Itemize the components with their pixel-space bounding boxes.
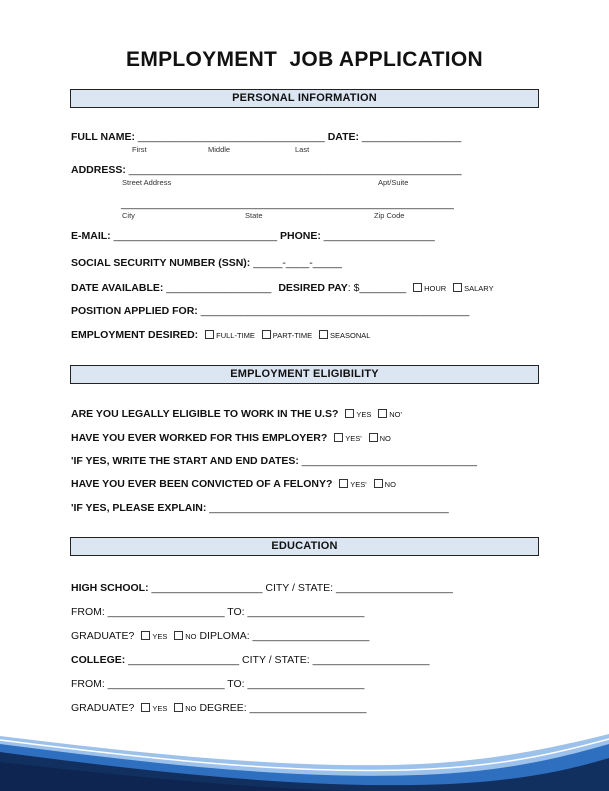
felony-no-checkbox[interactable] — [374, 479, 383, 488]
graduate-label: GRADUATE? — [71, 702, 135, 714]
college-graduate-no-label: NO — [185, 704, 197, 713]
felony-no-label: NO — [384, 480, 396, 489]
worked-before-row — [71, 432, 391, 445]
salary-checkbox[interactable] — [453, 283, 462, 292]
date-available-label: DATE AVAILABLE: — [71, 282, 164, 294]
worked-before-no-label: NO — [379, 434, 391, 443]
high-school-row — [71, 582, 453, 595]
graduate-yes-label: YES — [152, 632, 168, 641]
street-address-caption: Street Address — [122, 178, 172, 187]
date-label: DATE: — [327, 131, 359, 143]
zip-code-caption: Zip Code — [374, 211, 405, 220]
part-time-checkbox[interactable] — [262, 330, 271, 339]
from-label: FROM: — [71, 606, 105, 618]
college-label: COLLEGE: — [71, 654, 126, 666]
date-available-field[interactable]: __________________ — [166, 282, 272, 294]
high-school-dates-row — [71, 606, 364, 619]
full-name-row — [71, 131, 461, 144]
address-street-field[interactable]: _________________________________________________________ — [128, 164, 462, 176]
page-title: EMPLOYMENT JOB APPLICATION — [126, 48, 483, 71]
degree-field[interactable]: ____________________ — [249, 702, 367, 714]
position-field[interactable]: ______________________________________________ — [200, 305, 470, 317]
felony-explain-field[interactable]: _________________________________________ — [209, 502, 449, 514]
high-school-city-state-field[interactable]: ____________________ — [336, 582, 453, 594]
college-graduate-yes-label: YES — [152, 704, 168, 713]
high-school-graduate-row — [71, 630, 369, 643]
diploma-field[interactable]: ____________________ — [252, 630, 370, 642]
full-time-checkbox[interactable] — [205, 330, 214, 339]
section-header-education: EDUCATION — [70, 537, 539, 556]
to-label: TO: — [227, 678, 245, 690]
high-school-field[interactable]: ___________________ — [151, 582, 263, 594]
legally-eligible-no-label: NO' — [389, 410, 402, 419]
state-caption: State — [245, 211, 263, 220]
position-row — [71, 305, 469, 318]
legally-eligible-yes-label: YES — [356, 410, 372, 419]
ssn-row — [71, 257, 342, 270]
phone-label: PHONE: — [280, 230, 321, 242]
legally-eligible-yes-checkbox[interactable] — [345, 409, 354, 418]
employment-desired-label: EMPLOYMENT DESIRED: — [71, 329, 199, 341]
position-label: POSITION APPLIED FOR: — [71, 305, 198, 317]
salary-label: SALARY — [464, 284, 494, 293]
high-school-city-state-label: CITY / STATE: — [265, 582, 334, 594]
felony-explain-label: 'IF YES, PLEASE EXPLAIN: — [71, 502, 207, 514]
worked-before-yes-label: YES' — [345, 434, 362, 443]
start-end-dates-field[interactable]: ______________________________ — [301, 455, 477, 467]
part-time-label: PART-TIME — [272, 331, 313, 340]
address-row — [71, 164, 462, 177]
section-header-personal-information: PERSONAL INFORMATION — [70, 89, 539, 108]
felony-question: HAVE YOU EVER BEEN CONVICTED OF A FELONY? — [71, 478, 333, 490]
graduate-yes-checkbox[interactable] — [141, 631, 150, 640]
worked-before-question: HAVE YOU EVER WORKED FOR THIS EMPLOYER? — [71, 432, 328, 444]
employment-desired-row — [71, 329, 370, 342]
seasonal-label: SEASONAL — [330, 331, 371, 340]
middle-name-caption: Middle — [208, 145, 231, 154]
college-to-field[interactable]: ____________________ — [247, 678, 365, 690]
city-caption: City — [122, 211, 135, 220]
address-line-2 — [121, 198, 454, 211]
high-school-from-field[interactable]: ____________________ — [107, 606, 225, 618]
address-city-field[interactable]: _________________________________________________________ — [121, 198, 454, 210]
to-label: TO: — [227, 606, 245, 618]
diploma-label: DIPLOMA: — [199, 630, 250, 642]
college-row — [71, 654, 429, 667]
legally-eligible-row — [71, 408, 402, 421]
email-label: E-MAIL: — [71, 230, 111, 242]
college-field[interactable]: ___________________ — [128, 654, 240, 666]
email-field[interactable]: ____________________________ — [113, 230, 278, 242]
degree-label: DEGREE: — [199, 702, 247, 714]
first-name-caption: First — [132, 145, 147, 154]
college-city-state-label: CITY / STATE: — [242, 654, 310, 666]
college-dates-row — [71, 678, 364, 691]
apt-suite-caption: Apt/Suite — [378, 178, 409, 187]
felony-yes-label: YES' — [350, 480, 367, 489]
felony-explain-row — [71, 502, 449, 515]
start-end-dates-row — [71, 455, 477, 468]
seasonal-checkbox[interactable] — [319, 330, 328, 339]
felony-row — [71, 478, 396, 491]
legally-eligible-no-checkbox[interactable] — [378, 409, 387, 418]
hour-label: HOUR — [424, 284, 447, 293]
footer-wave-decoration — [0, 700, 609, 791]
start-end-dates-label: 'IF YES, WRITE THE START AND END DATES: — [71, 455, 299, 467]
address-label: ADDRESS: — [71, 164, 126, 176]
ssn-label: SOCIAL SECURITY NUMBER (SSN): — [71, 257, 251, 269]
last-name-caption: Last — [295, 145, 310, 154]
felony-yes-checkbox[interactable] — [339, 479, 348, 488]
desired-pay-field[interactable]: : $________ — [347, 282, 407, 294]
full-name-label: FULL NAME: — [71, 131, 135, 143]
graduate-no-label: NO — [185, 632, 197, 641]
phone-field[interactable]: ___________________ — [323, 230, 435, 242]
graduate-label: GRADUATE? — [71, 630, 135, 642]
high-school-to-field[interactable]: ____________________ — [247, 606, 365, 618]
desired-pay-label: DESIRED PAY — [278, 282, 348, 294]
availability-row — [71, 282, 494, 295]
worked-before-yes-checkbox[interactable] — [334, 433, 343, 442]
college-from-field[interactable]: ____________________ — [107, 678, 225, 690]
college-city-state-field[interactable]: ____________________ — [312, 654, 430, 666]
section-header-employment-eligibility: EMPLOYMENT ELIGIBILITY — [70, 365, 539, 384]
full-time-label: FULL-TIME — [216, 331, 255, 340]
full-name-field[interactable]: ________________________________ — [137, 131, 325, 143]
graduate-no-checkbox[interactable] — [174, 631, 183, 640]
ssn-field[interactable]: _____-____-_____ — [253, 257, 342, 269]
legally-eligible-question: ARE YOU LEGALLY ELIGIBLE TO WORK IN THE U.S? — [71, 408, 339, 420]
hour-checkbox[interactable] — [413, 283, 422, 292]
worked-before-no-checkbox[interactable] — [369, 433, 378, 442]
from-label: FROM: — [71, 678, 105, 690]
date-field[interactable]: _________________ — [361, 131, 462, 143]
high-school-label: HIGH SCHOOL: — [71, 582, 149, 594]
email-phone-row — [71, 230, 435, 243]
